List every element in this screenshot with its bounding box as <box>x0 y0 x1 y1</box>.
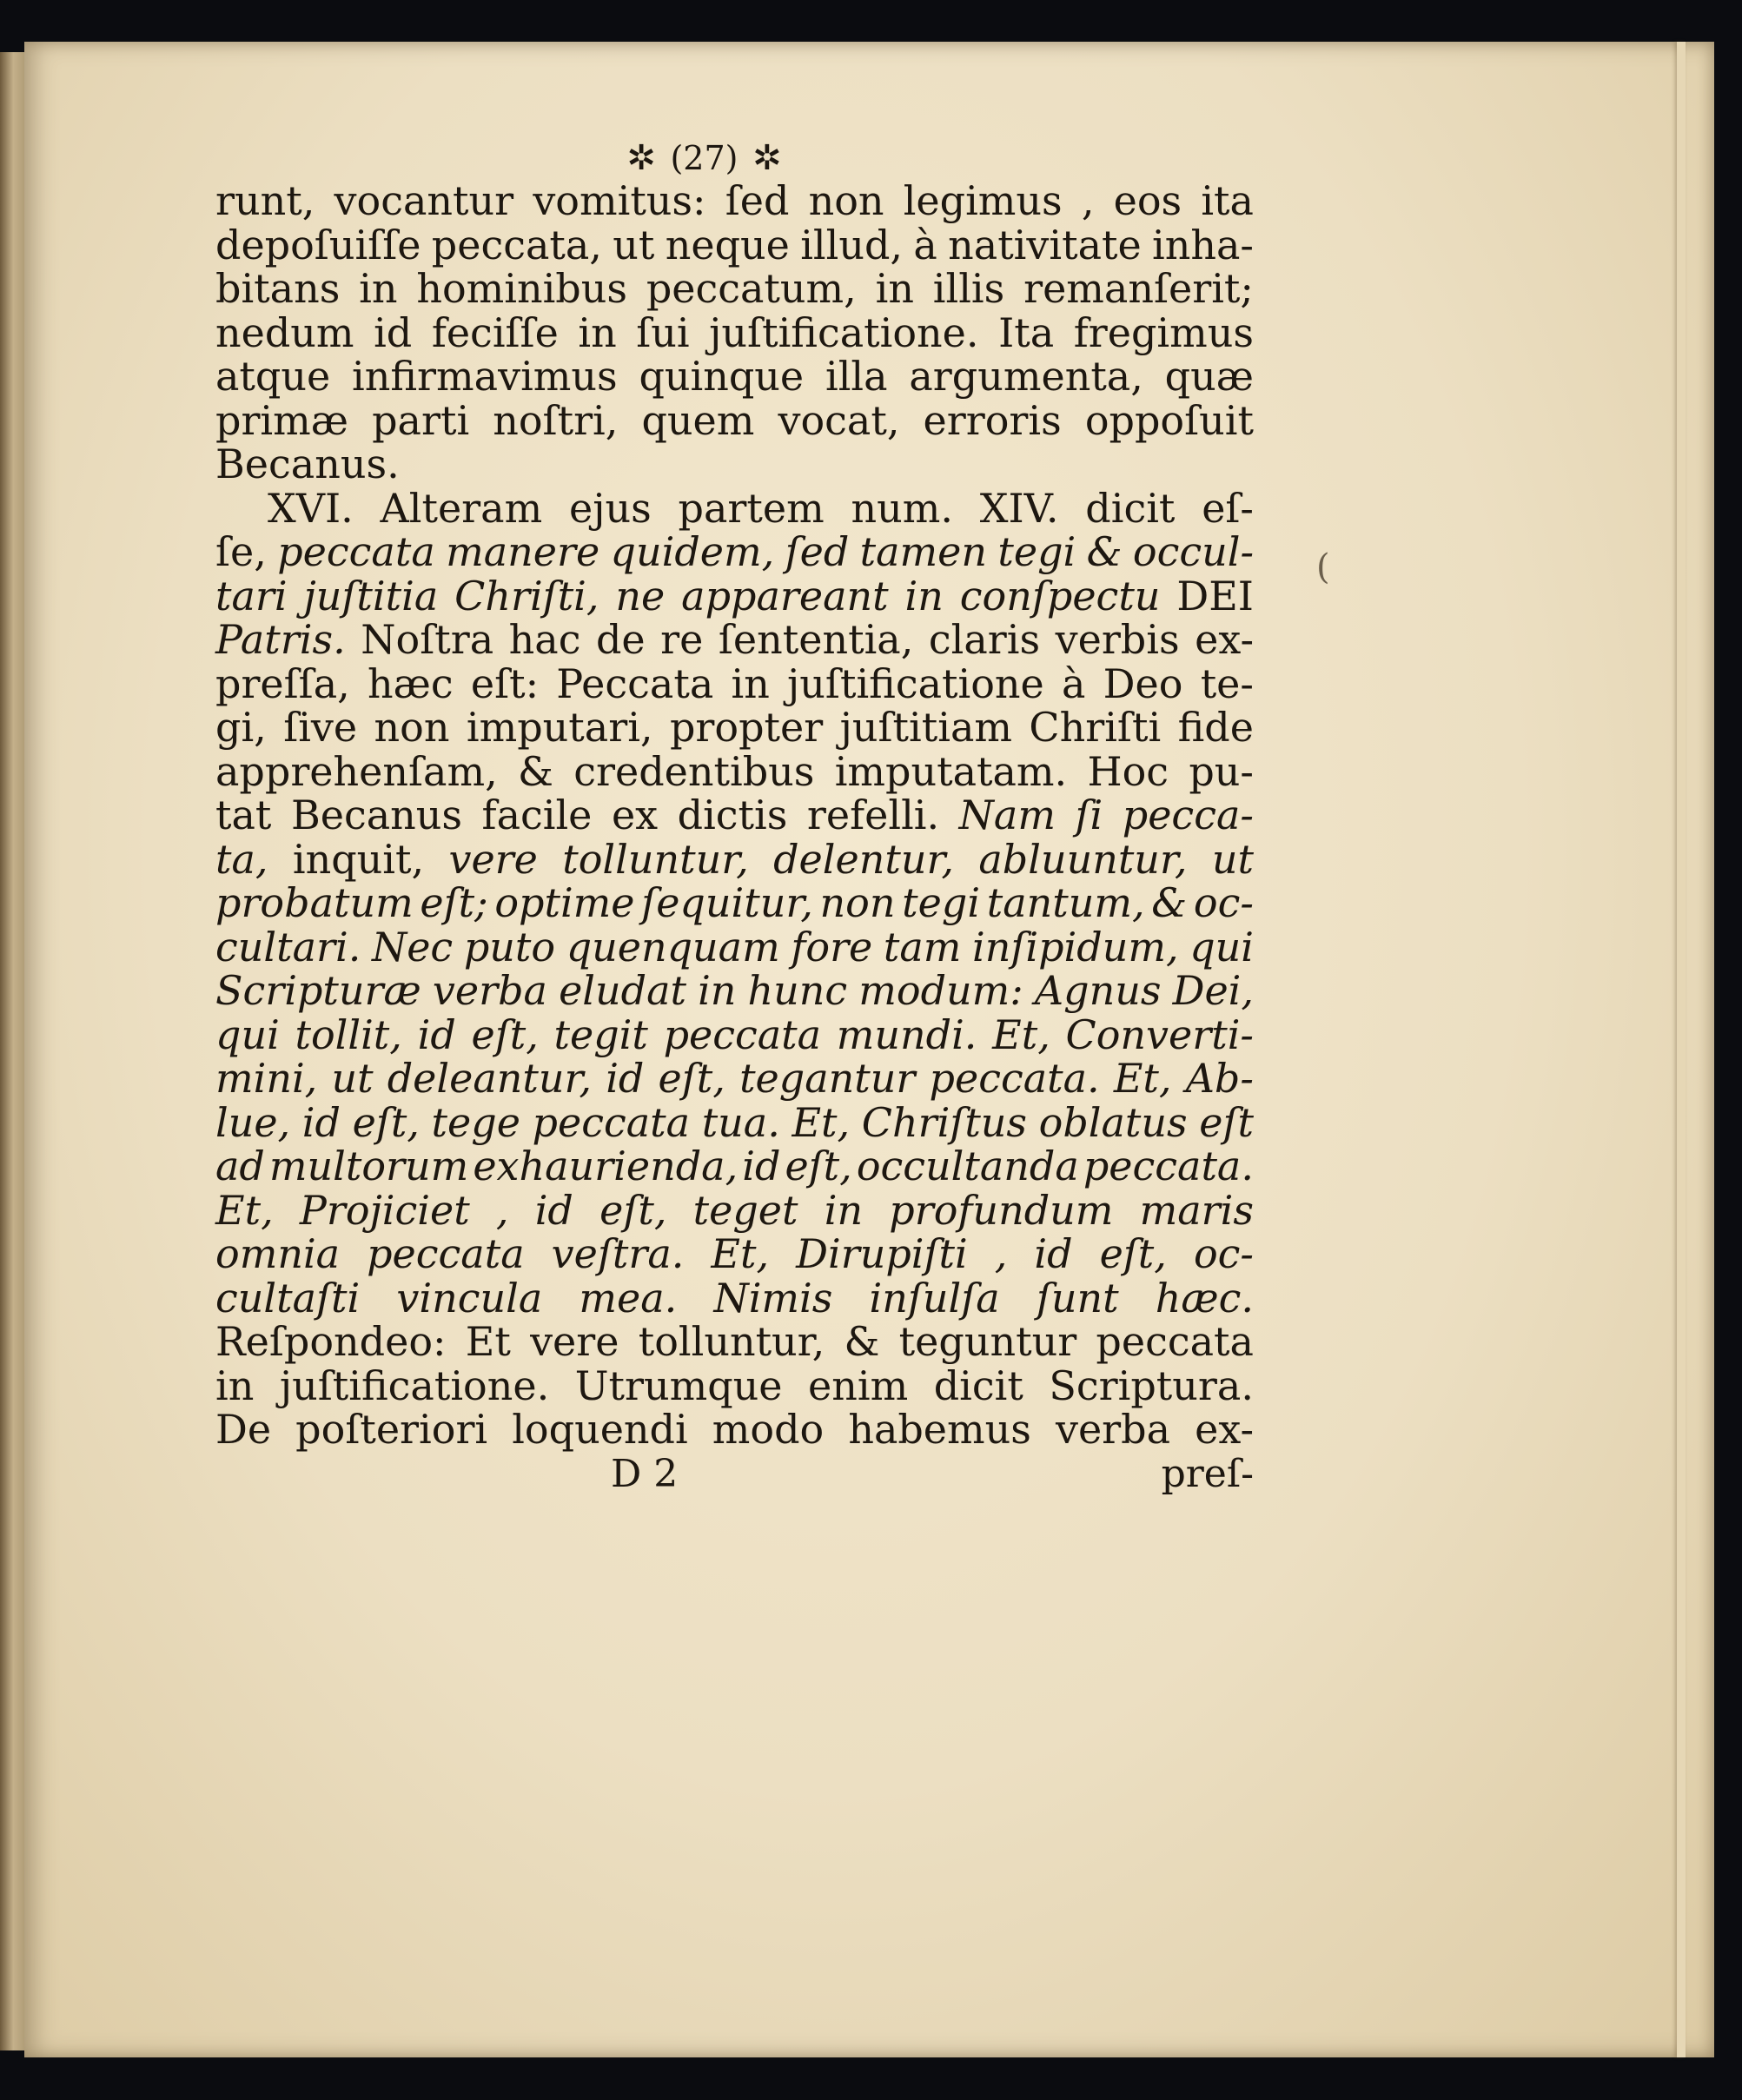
word: id <box>374 308 413 356</box>
word: nativitate <box>948 221 1142 268</box>
word: atque <box>215 353 331 400</box>
word: probatum <box>215 879 414 926</box>
text-line <box>215 267 1254 311</box>
word: eſt, <box>599 1186 667 1234</box>
word: quem <box>641 396 755 444</box>
word: Becanus. <box>215 441 400 487</box>
word: Chriſtus <box>861 1098 1028 1146</box>
word: Patris. <box>215 616 346 663</box>
word: Nam <box>958 792 1056 838</box>
word: Chriſti, <box>454 572 599 619</box>
word: facile <box>481 792 593 838</box>
word: num. <box>851 484 953 532</box>
word: in <box>904 572 944 619</box>
word: appareant <box>681 572 889 619</box>
word: tegi <box>997 528 1076 575</box>
word: eſt <box>1199 1098 1254 1146</box>
word: legimus <box>903 177 1063 224</box>
word: hac <box>508 616 581 663</box>
word: loquendi <box>512 1406 688 1453</box>
word: hæc. <box>1155 1274 1254 1322</box>
text-line <box>215 484 1254 532</box>
word: inſipidum, <box>972 923 1179 971</box>
word: peccata <box>663 1010 822 1058</box>
word: tollit, <box>295 1010 402 1058</box>
page-header <box>155 130 1254 179</box>
word: tam <box>883 923 962 971</box>
word: puto <box>463 923 556 971</box>
word: juſtificatione. <box>709 308 979 356</box>
word: ſive <box>283 704 358 751</box>
word: peccata <box>532 1098 691 1146</box>
word: partem <box>678 484 825 532</box>
word: inquit, <box>292 835 425 883</box>
word: tolluntur, <box>638 1318 825 1365</box>
page-number: (27) <box>670 139 739 177</box>
word: Becanus <box>290 792 463 838</box>
word: eludat <box>559 967 686 1014</box>
word: ut <box>331 1055 374 1102</box>
page-footer <box>215 1452 1254 1497</box>
word: argumenta, <box>909 353 1143 400</box>
word: Scripturæ <box>215 967 421 1014</box>
text-line <box>215 354 1254 399</box>
word: id <box>742 1143 781 1189</box>
word: fregimus <box>1073 308 1254 356</box>
word: quinque <box>639 353 805 400</box>
word: tolluntur, <box>562 835 749 883</box>
word: te- <box>1200 659 1254 707</box>
word: bitans <box>215 265 341 312</box>
word: vocat, <box>778 396 900 444</box>
word: in <box>359 265 398 312</box>
word: occultanda <box>856 1143 1079 1189</box>
word: à <box>1062 659 1086 707</box>
ornament-left-icon: ✲ <box>626 138 656 178</box>
word: dicit <box>933 1361 1023 1409</box>
word: in <box>875 265 914 312</box>
word: credentibus <box>573 747 815 795</box>
word: Et, <box>992 1010 1050 1058</box>
word: omnia <box>215 1230 341 1277</box>
text-line <box>215 881 1254 925</box>
word: cultaſti <box>215 1274 361 1322</box>
word: oppoſuit <box>1084 396 1254 444</box>
word: juſtitia <box>303 572 439 619</box>
word: remanſerit; <box>1023 265 1254 312</box>
word: ſequitur, <box>641 879 813 926</box>
word: Projiciet <box>299 1186 470 1234</box>
word: vere <box>530 1318 619 1365</box>
text-line <box>215 835 1254 883</box>
word: pu- <box>1189 747 1254 795</box>
word: in <box>578 308 617 356</box>
word: enim <box>808 1361 909 1409</box>
margin-mark: ( <box>1316 547 1330 587</box>
text-line <box>215 1186 1254 1234</box>
word: hunc <box>747 967 848 1014</box>
word: mundi. <box>836 1010 977 1058</box>
word: à <box>913 221 937 268</box>
word: refelli. <box>806 792 940 838</box>
word: conſpectu <box>959 572 1161 619</box>
word: peccatum, <box>646 265 857 312</box>
word: erroris <box>923 396 1062 444</box>
word: ex- <box>1195 1406 1254 1453</box>
word: ut <box>1211 835 1254 883</box>
word: noſtri, <box>493 396 619 444</box>
word: tegi <box>902 879 981 926</box>
word: Utrumque <box>574 1361 783 1409</box>
signature-mark: D 2 <box>611 1451 679 1496</box>
ornament-right-icon: ✲ <box>752 138 782 178</box>
word: teguntur <box>898 1318 1077 1365</box>
text-line <box>215 442 1254 487</box>
word: illa <box>825 353 888 400</box>
word: feciſſe <box>431 308 559 356</box>
word: hominibus <box>416 265 627 312</box>
text-line <box>215 1361 1254 1409</box>
word: eſt: <box>470 659 540 707</box>
word: Dei, <box>1172 967 1254 1014</box>
catchword: preſ- <box>1161 1451 1254 1496</box>
word: exhaurienda, <box>473 1143 739 1189</box>
word: deleantur, <box>387 1055 593 1102</box>
word: Noſtra <box>361 616 494 663</box>
word: ſui <box>636 308 690 356</box>
text-line <box>215 618 1254 662</box>
word: in <box>824 1186 864 1234</box>
word: quæ <box>1164 353 1254 400</box>
word: inſulſa <box>869 1274 1000 1322</box>
word: De <box>215 1406 272 1453</box>
word: parti <box>372 396 470 444</box>
text-line <box>215 1098 1254 1146</box>
word: verba <box>1055 1406 1171 1453</box>
word: qui <box>215 1010 280 1058</box>
word: illud, <box>800 221 904 268</box>
word: dicit <box>1085 484 1176 532</box>
word: vocantur <box>334 177 514 224</box>
word: re <box>660 616 704 663</box>
word: ſi <box>1075 792 1103 838</box>
word: Nec <box>371 923 454 971</box>
word: DEI <box>1176 572 1254 619</box>
word: hæc <box>367 659 454 707</box>
word: multorum <box>268 1143 469 1189</box>
word: tua. <box>701 1098 780 1146</box>
word: eſ- <box>1202 484 1254 532</box>
word: veſtra. <box>551 1230 685 1277</box>
word: preſſa, <box>215 659 350 707</box>
word: Alteram <box>380 484 543 532</box>
word: id <box>1034 1230 1073 1277</box>
word: Scriptura. <box>1049 1361 1254 1409</box>
word: id <box>606 1055 645 1102</box>
word: in <box>215 1361 255 1409</box>
word: tari <box>215 572 288 619</box>
word: tamen <box>859 528 988 575</box>
word: vincula <box>396 1274 543 1322</box>
word: eſt, <box>352 1098 420 1146</box>
word: mea. <box>579 1274 678 1322</box>
text-line <box>215 925 1254 970</box>
word: ſe, <box>215 528 267 575</box>
word: ut <box>613 221 655 268</box>
word: Deo <box>1103 659 1183 707</box>
word: qui <box>1189 923 1254 971</box>
word: juſtificatione <box>787 659 1044 707</box>
word: XIV. <box>979 484 1059 532</box>
text-line <box>215 396 1254 444</box>
word: non <box>374 704 450 751</box>
word: ne <box>615 572 666 619</box>
word: optime <box>494 879 635 926</box>
word: tegit <box>553 1010 648 1058</box>
text-line <box>215 1276 1254 1321</box>
word: Nimis <box>713 1274 833 1322</box>
word: , <box>495 1186 509 1234</box>
word: peccata <box>277 528 435 575</box>
word: de <box>595 616 646 663</box>
text-line <box>215 1010 1254 1058</box>
word: ex- <box>1195 616 1254 663</box>
text-line <box>215 706 1254 750</box>
text-line <box>215 793 1254 838</box>
word: occul- <box>1132 528 1254 575</box>
word: Et, <box>792 1098 851 1146</box>
word: , <box>994 1230 1008 1277</box>
word: eſt; <box>420 879 488 926</box>
word: Ab- <box>1185 1055 1254 1102</box>
word: mini, <box>215 1055 318 1102</box>
word: eſt, <box>658 1055 725 1102</box>
word: Peccata <box>556 659 714 707</box>
word: verbis <box>1055 616 1180 663</box>
word: abluuntur, <box>978 835 1188 883</box>
word: ex <box>611 792 659 838</box>
word: ſunt <box>1036 1274 1119 1322</box>
word: gi, <box>215 704 267 751</box>
word: oblatus <box>1038 1098 1188 1146</box>
word: peccata, <box>431 221 602 268</box>
word: eſt, <box>1099 1230 1167 1277</box>
word: Et, <box>711 1230 770 1277</box>
word: claris <box>928 616 1041 663</box>
word: teget <box>692 1186 798 1234</box>
word: imputari, <box>466 704 653 751</box>
word: vomitus: <box>533 177 706 224</box>
word: nedum <box>215 308 354 356</box>
text-line <box>215 223 1254 268</box>
word: delentur, <box>773 835 955 883</box>
word: apprehenſam, <box>215 747 498 795</box>
word: peccata. <box>1083 1143 1254 1189</box>
word: Converti- <box>1065 1010 1254 1058</box>
word: imputatam. <box>834 747 1068 795</box>
word: fore <box>791 923 873 971</box>
page-right-edge <box>1677 42 1686 2057</box>
word: non <box>819 879 896 926</box>
word: id <box>301 1098 341 1146</box>
word: verba <box>432 967 547 1014</box>
word: quidem, <box>610 528 775 575</box>
word: modo <box>712 1406 825 1453</box>
word: Et, <box>1113 1055 1172 1102</box>
word: ejus <box>569 484 652 532</box>
word: id <box>534 1186 573 1234</box>
word: Et <box>465 1318 511 1365</box>
text-line <box>215 1057 1254 1101</box>
word: tat <box>215 792 272 838</box>
word: & <box>1086 528 1123 575</box>
text-line <box>215 1408 1254 1452</box>
word: eſt, <box>471 1010 539 1058</box>
text-line <box>215 574 1254 619</box>
word: Ita <box>998 308 1055 356</box>
text-line <box>215 969 1254 1013</box>
word: modum: <box>858 967 1023 1014</box>
word: tege <box>431 1098 520 1146</box>
word: vere <box>448 835 538 883</box>
word: ſed <box>725 177 790 224</box>
word: peccata <box>1096 1318 1254 1365</box>
word: eſt, <box>785 1143 852 1189</box>
word: primæ <box>215 396 349 444</box>
word: inha- <box>1152 221 1254 268</box>
word: Reſpondeo: <box>215 1318 447 1365</box>
word: neque <box>665 221 790 268</box>
word: Et, <box>215 1186 274 1234</box>
word: habemus <box>848 1406 1031 1453</box>
word: Dirupiſti <box>796 1230 968 1277</box>
word: poſteriori <box>295 1406 488 1453</box>
word: ta, <box>215 835 268 883</box>
word: , <box>1081 177 1095 224</box>
word: pecca- <box>1122 792 1254 838</box>
word: & <box>1151 879 1188 926</box>
text-line <box>215 659 1254 707</box>
word: tegantur <box>739 1055 916 1102</box>
word: illis <box>932 265 1005 312</box>
text-line <box>215 308 1254 356</box>
word: maris <box>1139 1186 1254 1234</box>
word: manere <box>446 528 600 575</box>
word: cultari. <box>215 923 361 971</box>
word: non <box>808 177 884 224</box>
word: in <box>731 659 770 707</box>
page-text-block <box>215 130 1254 1497</box>
word: juſtificatione. <box>279 1361 550 1409</box>
word: id <box>417 1010 456 1058</box>
word: peccata <box>367 1230 525 1277</box>
word: & <box>518 747 553 795</box>
word: peccata. <box>929 1055 1100 1102</box>
word: oc- <box>1193 879 1254 926</box>
word: ad <box>215 1143 265 1189</box>
word: juſtitiam <box>839 704 1012 751</box>
word: in <box>698 967 737 1014</box>
text-line <box>215 1320 1254 1364</box>
word: dictis <box>677 792 788 838</box>
word: ſententia, <box>718 616 914 663</box>
word: runt, <box>215 177 315 224</box>
text-line <box>215 1144 1254 1189</box>
section-number: XVI. <box>268 484 354 532</box>
word: fide <box>1177 704 1254 751</box>
word: depoſuiſſe <box>215 221 421 268</box>
word: ita <box>1201 177 1254 224</box>
text-line <box>215 179 1254 223</box>
word: propter <box>669 704 824 751</box>
word: profundum <box>889 1186 1114 1234</box>
word: Agnus <box>1034 967 1162 1014</box>
word: infirmavimus <box>352 353 618 400</box>
text-line <box>215 747 1254 795</box>
word: tantum, <box>986 879 1145 926</box>
text-line <box>215 530 1254 574</box>
word: lue, <box>215 1098 291 1146</box>
word: eos <box>1113 177 1182 224</box>
word: quenquam <box>566 923 780 971</box>
word: Hoc <box>1087 747 1169 795</box>
word: & <box>844 1318 880 1365</box>
text-line <box>215 1232 1254 1276</box>
word: Chriſti <box>1029 704 1162 751</box>
word: ſed <box>785 528 850 575</box>
word: oc- <box>1193 1230 1254 1277</box>
